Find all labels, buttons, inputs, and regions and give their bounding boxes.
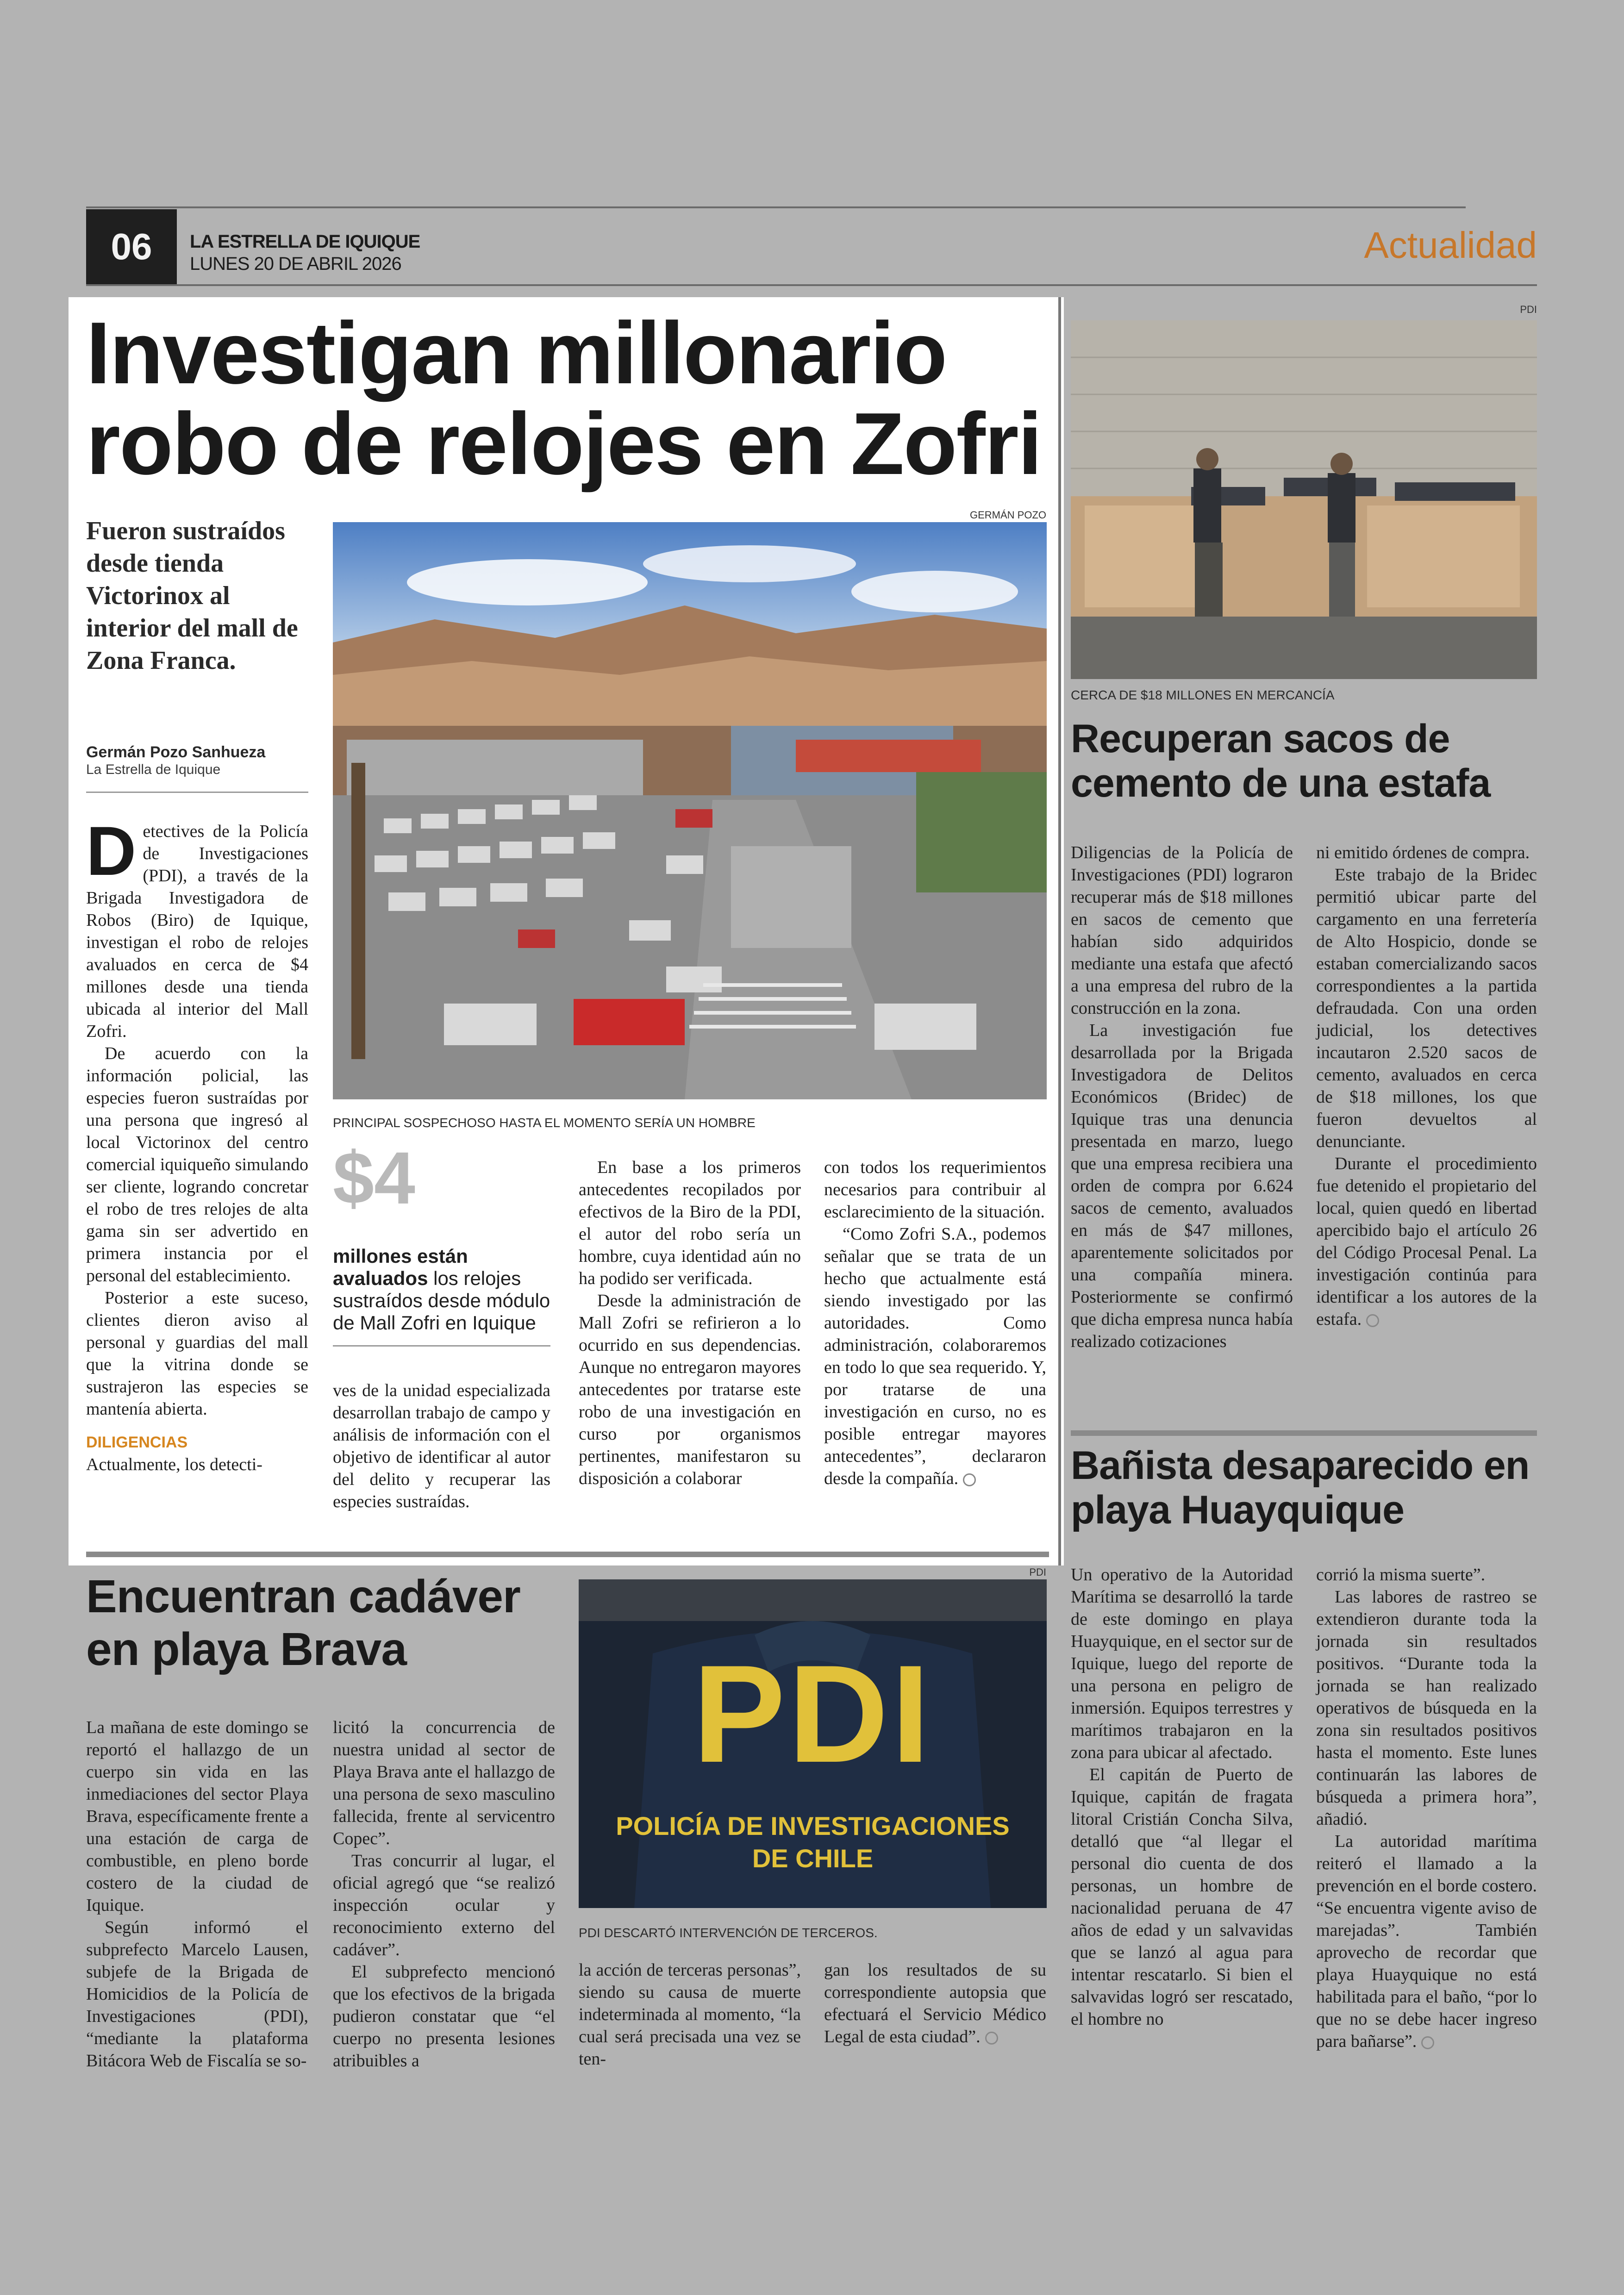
swimmer-paragraph-5-text: La autoridad marítima reiteró el llamado a la prevención en el borde costero. “Se encuentra vigente aviso de marejadas”. También aprovecho de recordar que playa Huayquique no está habilitada para el baño, “por lo que no se debe hacer ingreso para bañarse”. bbox=[1316, 1832, 1537, 2051]
main-col4-paragraph-2 bbox=[824, 1223, 1046, 1490]
cement-paragraph-5 bbox=[1316, 1153, 1537, 1330]
main-deck: Fueron sustraídos desde tienda Victorinox al interior del mall de Zona Franca. bbox=[86, 517, 298, 675]
main-column-2 bbox=[333, 1379, 550, 1513]
main-paragraph-2: De acuerdo con la información policial, las especies fueron sustraídas por una persona que ingresó al local Victorinox del centro comercial iquiqueño simulando ser cliente, logrando concretar el robo de tres relojes de alta gama sin ser advertido en primera instancia por el personal del establecimiento. bbox=[86, 1044, 308, 1285]
swimmer-paragraph-4: Las labores de rastreo se extendieron durante toda la jornada sin resultados positivos. “Durante toda la jornada se han realizado operativos de búsqueda en la zona sin resultados positivos hasta el momento. Este lunes continuarán las labores de búsqueda a primera hora”, añadió. bbox=[1316, 1587, 1537, 1829]
main-headline-line2: robo de relojes en Zofri bbox=[86, 395, 1042, 493]
end-of-story-icon bbox=[1421, 2036, 1434, 2049]
swimmer-headline-line2: playa Huayquique bbox=[1071, 1488, 1404, 1532]
body-photo-caption: PDI DESCARTÓ INTERVENCIÓN DE TERCEROS. bbox=[579, 1926, 878, 1940]
cement-bags-photo bbox=[1071, 320, 1537, 679]
pdi-jacket-logo: PDI bbox=[693, 1636, 933, 1791]
cement-paragraph-2: La investigación fue desarrollada por la Brigada Investigadora de Delitos Económicos (Bridec) de Iquique tras una denuncia presentada en marzo, luego que una empresa recibiera una orden de compra por 6.624 sacos de cemento, avaluados en más de $47 millones, aparentemente solicitados por una compañía minera. Posteriormente se confirmó que dicha empresa nunca había realizado cotizaciones bbox=[1071, 1021, 1293, 1351]
body-paragraph-3: licitó la concurrencia de nuestra unidad al sector de Playa Brava ante el hallazgo de una persona de sexo masculino fallecida, frente al servicentro Copec”. bbox=[333, 1718, 555, 1848]
cement-paragraph-4: Este trabajo de la Bridec permitió ubicar parte del cargamento en una ferretería de Alto Hospicio, donde se estaban comercializando sacos correspondientes a la partida defraudada. Con una orden judicial, los detectives incautaron 2.520 sacos de cemento, avaluados en cerca de $18 millones, los que fueron devueltos al denunciante. bbox=[1316, 865, 1537, 1151]
main-headline bbox=[86, 304, 1058, 493]
cement-photo-caption: CERCA DE $18 MILLONES EN MERCANCÍA bbox=[1071, 688, 1335, 702]
main-lead-paragraph bbox=[86, 812, 308, 1042]
body-column-1 bbox=[86, 1716, 308, 2072]
end-of-story-icon bbox=[1366, 1314, 1379, 1327]
stat-rest-text: los relojes sustraídos desde módulo de Mall Zofri en Iquique bbox=[333, 1267, 550, 1334]
stat-value: $4 bbox=[333, 1136, 415, 1219]
swimmer-paragraph-1: Un operativo de la Autoridad Marítima se desarrolló la tarde de este domingo en playa Huayquique, en el sector sur de Iquique, luego del reporte de una persona en peligro de inmersión. Equipos terrestres y marítimos trabajaron en la zona para ubicar al afectado. bbox=[1071, 1565, 1293, 1762]
main-col2-paragraph: ves de la unidad especializada desarrollan trabajo de campo y análisis de información con el objetivo de identificar al autor del delito y recuperar las especies sustraídas. bbox=[333, 1381, 550, 1511]
cement-column-2 bbox=[1316, 842, 1537, 1330]
section-label: Actualidad bbox=[1364, 225, 1537, 266]
byline-rule bbox=[86, 792, 308, 793]
cement-paragraph-3: ni emitido órdenes de compra. bbox=[1316, 843, 1530, 862]
page-number: 06 bbox=[86, 209, 177, 284]
body-paragraph-2: Según informó el subprefecto Marcelo Lausen, subjefe de la Brigada de Homicidios de la Policía de Investigaciones (PDI), “mediante la plataforma Bitácora Web de Fiscalía se so- bbox=[86, 1918, 308, 2070]
main-photo-credit: GERMÁN POZO bbox=[969, 509, 1046, 521]
swimmer-headline-line1: Bañista desaparecido en bbox=[1071, 1443, 1530, 1488]
swimmer-column-1 bbox=[1071, 1564, 1293, 2030]
main-photo-caption: PRINCIPAL SOSPECHOSO HASTA EL MOMENTO SERÍA UN HOMBRE bbox=[333, 1116, 756, 1130]
main-photo bbox=[333, 522, 1047, 1099]
pdi-jacket-line1: POLICÍA DE INVESTIGACIONES bbox=[616, 1811, 1010, 1840]
cement-photo-credit: PDI bbox=[1520, 304, 1537, 315]
main-column-4 bbox=[824, 1156, 1046, 1490]
body-paragraph-5: El subprefecto mencionó que los efectivos de la brigada pudieron constatar que “el cuerpo no presenta lesiones atribuibles a bbox=[333, 1962, 555, 2070]
main-paragraph-4: Actualmente, los detecti- bbox=[86, 1455, 262, 1474]
swimmer-paragraph-2: El capitán de Puerto de Iquique, capitán de fragata litoral Cristián Concha Silva, detalló que “al llegar el personal dio cuenta de dos personas, un hombre de nacionalidad peruana de 47 años de edad y un salvavidas que se lanzó al agua para intentar rescatarlo. Si bien el salvavidas logró ser rescatado, el hombre no bbox=[1071, 1765, 1293, 2029]
stat-rule bbox=[333, 1345, 550, 1347]
panel-divider bbox=[1058, 297, 1061, 1565]
swimmer-paragraph-3: corrió la misma suerte”. bbox=[1316, 1565, 1486, 1584]
body-photo bbox=[579, 1579, 1047, 1908]
swimmer-paragraph-5 bbox=[1316, 1830, 1537, 2052]
main-column-1 bbox=[86, 812, 308, 1476]
body-paragraph-1: La mañana de este domingo se reportó el hallazgo de un cuerpo sin vida en las inmediaciones del sector Playa Brava, específicamente frente a una estación de carga de combustible, en pleno borde costero de la ciudad de Iquique. bbox=[86, 1718, 308, 1915]
body-headline-line2: en playa Brava bbox=[86, 1623, 406, 1675]
main-col4-paragraph-1: con todos los requerimientos necesarios para contribuir al esclarecimiento de la situación. bbox=[824, 1158, 1046, 1222]
byline-outlet: La Estrella de Iquique bbox=[86, 762, 221, 777]
header-top-rule bbox=[86, 206, 1466, 208]
cement-paragraph-1: Diligencias de la Policía de Investigaciones (PDI) lograron recuperar más de $18 millones en sacos de cemento que habían sido adquiridos mediante una estafa que afectó a una empresa del rubro de la construcción en la zona. bbox=[1071, 843, 1293, 1018]
body-paragraph-4: Tras concurrir al lugar, el oficial agregó que “se realizó inspección ocular y reconocimiento externo del cadáver”. bbox=[333, 1851, 555, 1959]
swimmer-column-2 bbox=[1316, 1564, 1537, 2052]
cement-headline-line1: Recuperan sacos de bbox=[1071, 717, 1450, 761]
byline-author: Germán Pozo Sanhueza bbox=[86, 743, 266, 761]
mall-parking-photo bbox=[333, 522, 1047, 1099]
main-lead-text: etectives de la Policía de Investigaciones (PDI), a través de la Brigada Investigadora de Robos (Biro) de Iquique, investigan el robo de relojes avaluados en cerca de $4 millones desde una tienda ubicada al interior del Mall Zofri. bbox=[86, 822, 308, 1041]
main-paragraph-3: Posterior a este suceso, clientes dieron aviso al personal y guardias del mall que la vitrina donde se sustrajeron las especies se mantenía abierta. bbox=[86, 1288, 308, 1419]
body-column-4 bbox=[824, 1959, 1046, 2048]
stat-description bbox=[333, 1245, 550, 1334]
cement-bottom-rule bbox=[1071, 1430, 1537, 1436]
paper-name: LA ESTRELLA DE IQUIQUE bbox=[190, 231, 420, 252]
stat-bold-text: millones están avaluados bbox=[333, 1245, 468, 1289]
main-col4-paragraph-2-text: “Como Zofri S.A., podemos señalar que se trata de un hecho que actualmente está siendo investigado por las autoridades. Como administración, colaboraremos en todo lo que sea requerido. Y, por tratarse de una investigación en curso, no es posible entregar mayores antecedentes”, declararon desde la compañía. bbox=[824, 1224, 1046, 1488]
body-column-2 bbox=[333, 1716, 555, 2072]
body-photo-credit: PDI bbox=[1029, 1566, 1046, 1578]
end-of-story-icon bbox=[963, 1473, 976, 1486]
end-of-story-icon bbox=[985, 2032, 998, 2045]
body-paragraph-7 bbox=[824, 1959, 1046, 2048]
drop-cap: D bbox=[86, 812, 137, 890]
swimmer-headline bbox=[1071, 1443, 1538, 1532]
main-story-bottom-rule bbox=[86, 1552, 1049, 1557]
body-headline bbox=[86, 1570, 572, 1676]
issue-date: LUNES 20 DE ABRIL 2026 bbox=[190, 254, 401, 274]
cement-paragraph-5-text: Durante el procedimiento fue detenido el propietario del local, quien quedó en libertad apercibido bajo el artículo 26 del Código Procesal Penal. La investigación continúa para identificar a los autores de la estafa. bbox=[1316, 1154, 1537, 1329]
pdi-jacket-line2: DE CHILE bbox=[752, 1844, 874, 1873]
cement-headline-line2: cemento de una estafa bbox=[1071, 761, 1491, 805]
main-headline-line1: Investigan millonario bbox=[86, 304, 947, 402]
main-col3-paragraph-1: En base a los primeros antecedentes recopilados por efectivos de la Biro de la PDI, el autor del robo sería un hombre, cuya identidad aún no ha podido ser verificada. bbox=[579, 1158, 801, 1288]
cement-photo bbox=[1071, 320, 1537, 679]
body-paragraph-7-text: gan los resultados de su correspondiente autopsia que efectuará el Servicio Médico Legal de esta ciudad”. bbox=[824, 1960, 1046, 2046]
body-column-3 bbox=[579, 1959, 801, 2070]
cement-column-1 bbox=[1071, 842, 1293, 1353]
header-bottom-rule bbox=[86, 284, 1537, 286]
body-headline-line1: Encuentran cadáver bbox=[86, 1571, 520, 1622]
main-subhead: DILIGENCIAS bbox=[86, 1434, 188, 1451]
main-column-3 bbox=[579, 1156, 801, 1490]
cement-headline bbox=[1071, 717, 1538, 805]
main-col3-paragraph-2: Desde la administración de Mall Zofri se refirieron a lo ocurrido en sus dependencias. Aunque no entregaron mayores antecedentes por tratarse este robo de una investigación en curso por organismos pertinentes, manifestaron su disposición a colaborar bbox=[579, 1291, 801, 1488]
body-paragraph-6: la acción de terceras personas”, siendo su causa de muerte indeterminada al momento, “la cual será precisada una vez se ten- bbox=[579, 1960, 801, 2069]
